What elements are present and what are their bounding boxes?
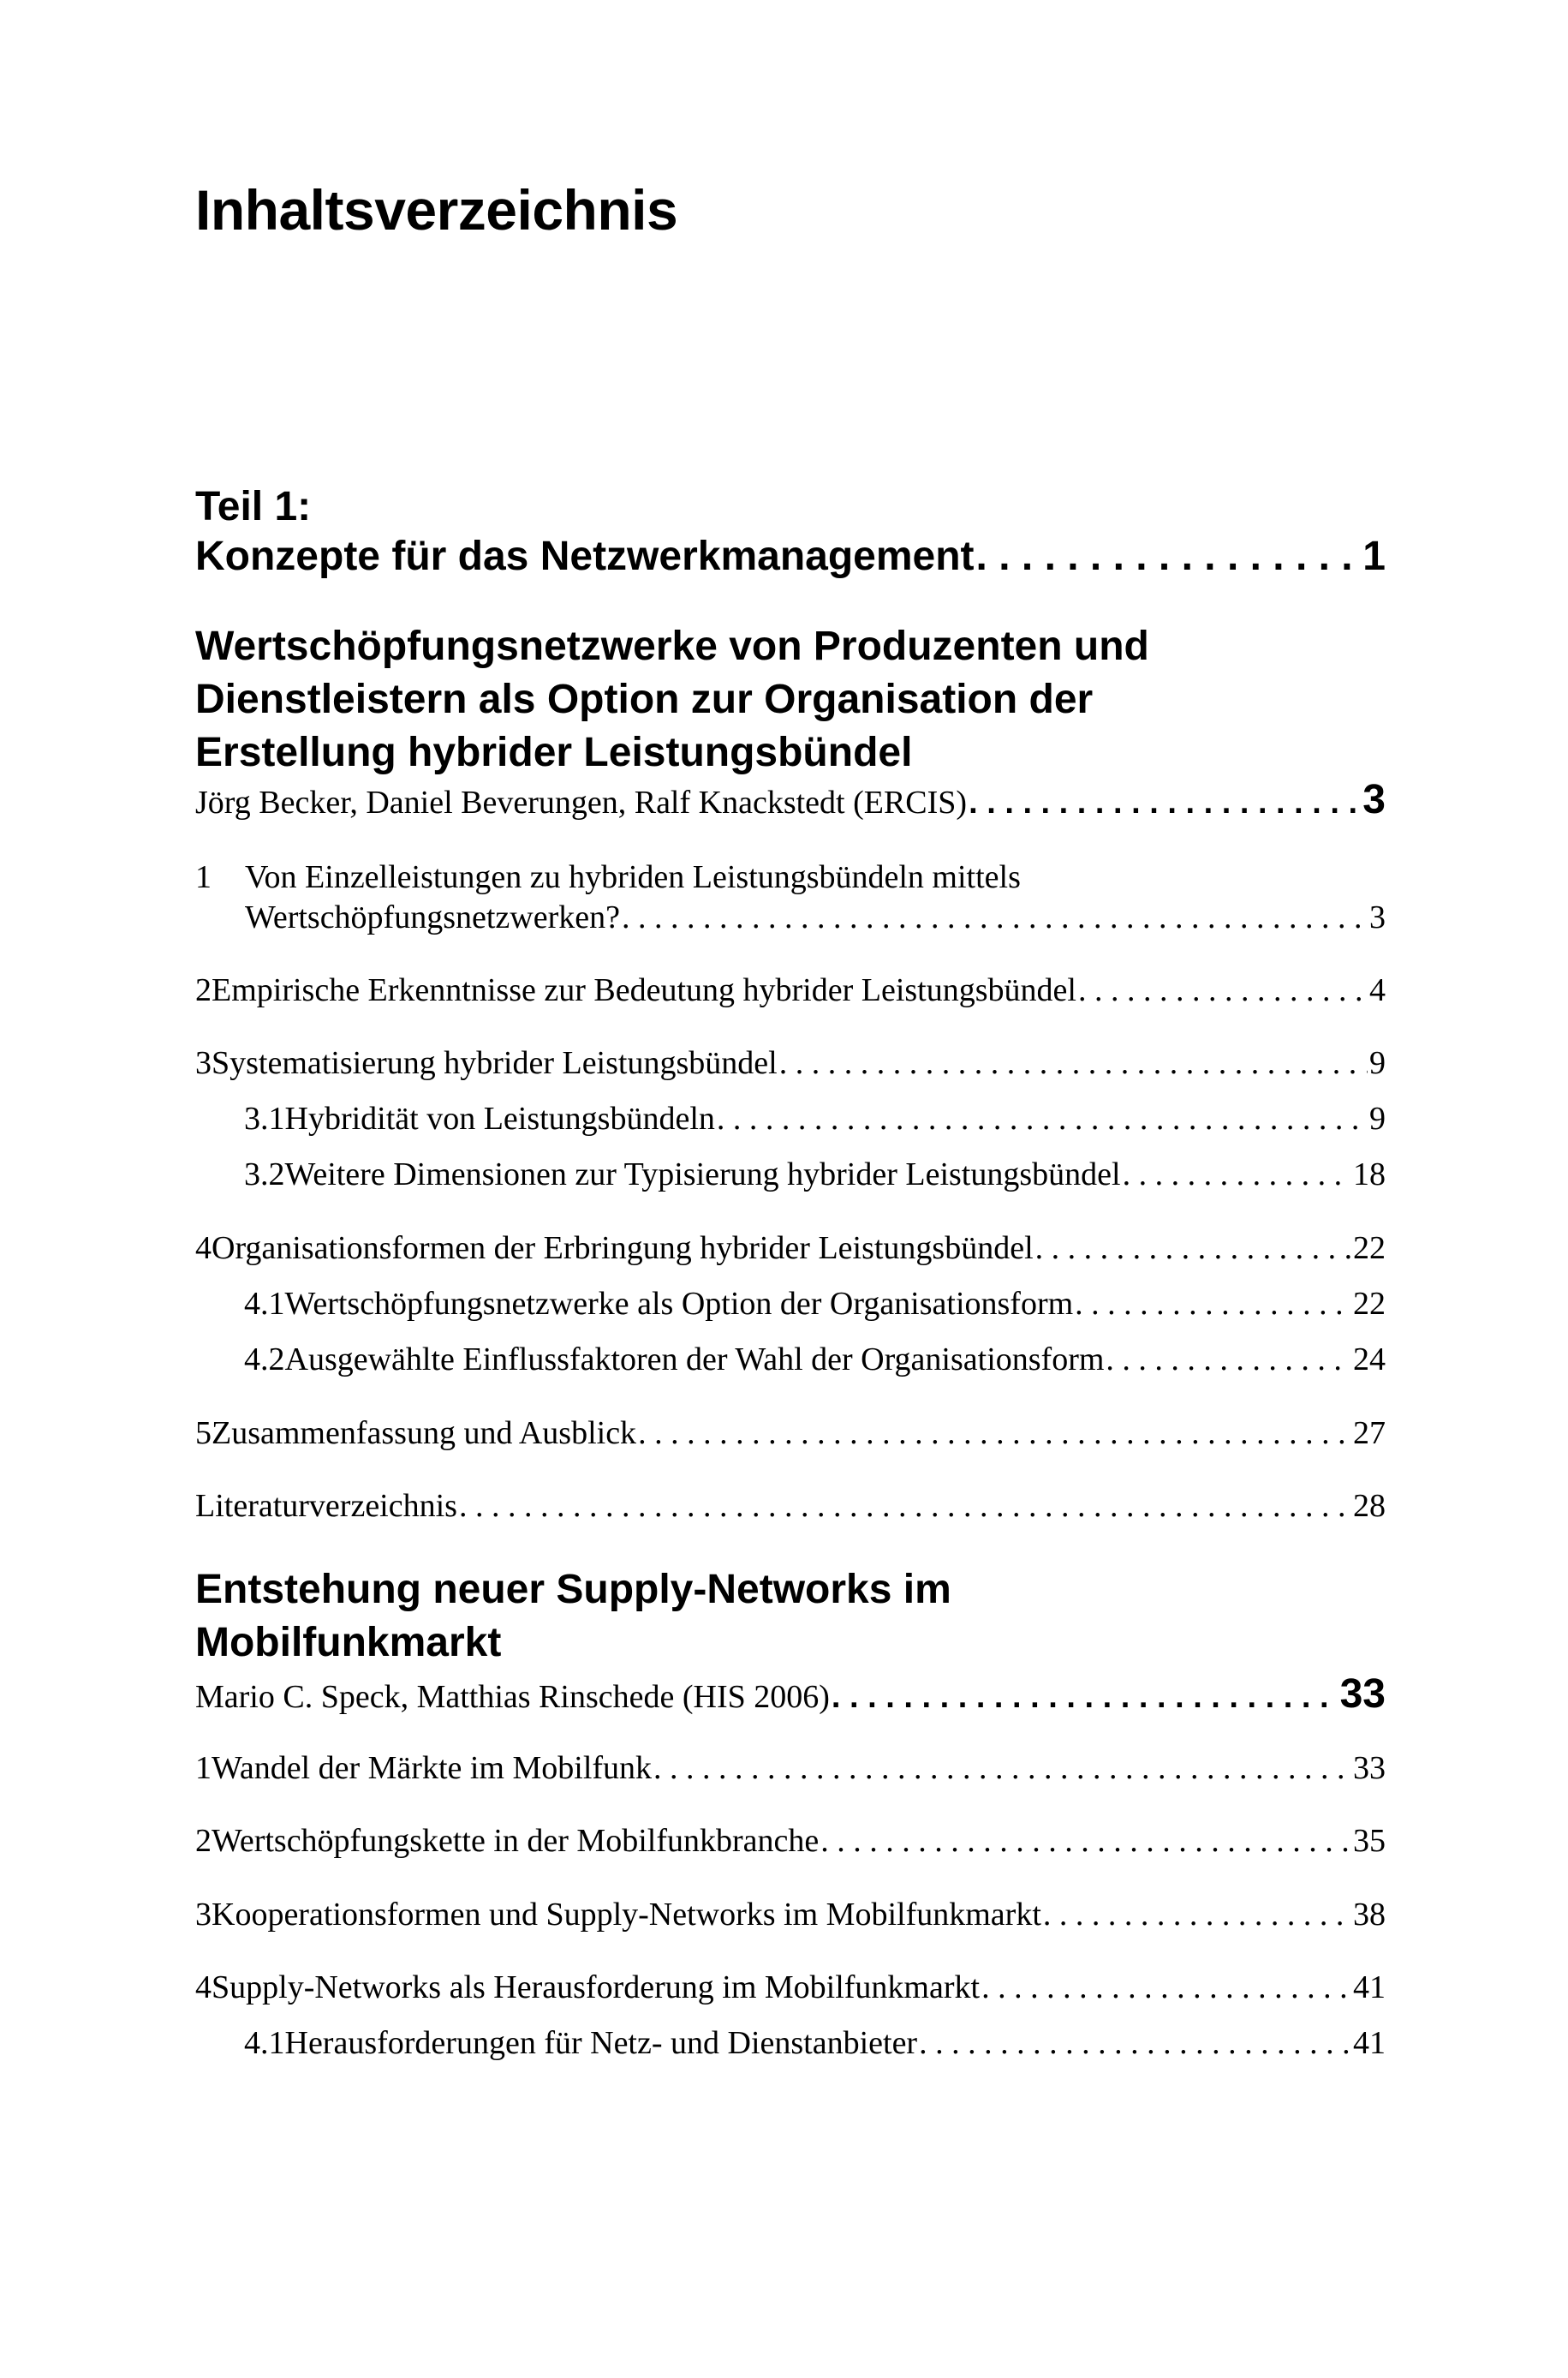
toc-entry[interactable]	[195, 1228, 1386, 1268]
entry-number: 5	[195, 1415, 212, 1451]
toc-entry[interactable]	[244, 1099, 1386, 1138]
entry-number: 4.1	[244, 2025, 285, 2061]
page-number: 9	[1369, 1045, 1386, 1081]
leader-dots	[622, 898, 1368, 937]
toc-entry[interactable]	[195, 1413, 1386, 1453]
page-number: 35	[1353, 1823, 1386, 1859]
leader-dots	[717, 1099, 1368, 1138]
entry-label: Weitere Dimensionen zur Typisierung hybrider Leistungsbündel	[284, 1156, 1121, 1192]
entry-label: Wertschöpfungskette in der Mobilfunkbranche	[212, 1823, 820, 1859]
entry-label: Empirische Erkenntnisse zur Bedeutung hybrider Leistungsbündel	[212, 972, 1076, 1008]
page-number: 3	[1362, 777, 1386, 822]
toc-entry[interactable]	[195, 1043, 1386, 1083]
entry-number: 4.1	[244, 1286, 285, 1322]
leader-dots	[1123, 1155, 1351, 1194]
leader-dots	[1043, 1895, 1351, 1934]
article-title-line: Erstellung hybrider Leistungsbündel	[195, 730, 913, 775]
article-title-line: Wertschöpfungsnetzwerke von Produzenten und	[195, 624, 1149, 669]
toc-entry[interactable]	[244, 2023, 1386, 2063]
leader-dots	[1078, 971, 1368, 1010]
page-number: 41	[1353, 1969, 1386, 2005]
entry-label: Wertschöpfungsnetzwerke als Option der Organisationsform	[284, 1286, 1074, 1322]
leader-dots	[1106, 1340, 1351, 1379]
page-number: 9	[1369, 1101, 1386, 1137]
toc-entry[interactable]	[244, 1284, 1386, 1323]
entry-number: 1	[195, 1750, 212, 1786]
entry-number: 1	[195, 859, 212, 895]
toc-article-authors[interactable]	[195, 777, 1386, 822]
leader-dots	[638, 1413, 1351, 1453]
toc-entry[interactable]	[195, 1486, 1386, 1526]
page-number: 28	[1353, 1488, 1386, 1524]
entry-label: Ausgewählte Einflussfaktoren der Wahl der Organisationsform	[284, 1341, 1105, 1377]
page-number: 18	[1353, 1156, 1386, 1192]
leader-dots	[919, 2023, 1351, 2063]
leader-dots	[1075, 1284, 1351, 1323]
article-authors: Mario C. Speck, Matthias Rinschede (HIS 2006)	[195, 1679, 830, 1715]
article-title-line: Entstehung neuer Supply-Networks im	[195, 1567, 951, 1612]
entry-label: Kooperationsformen und Supply-Networks im Mobilfunkmarkt	[212, 1897, 1041, 1933]
page-number: 22	[1353, 1286, 1386, 1322]
toc-entry[interactable]	[195, 1895, 1386, 1934]
entry-label: Wandel der Märkte im Mobilfunk	[212, 1750, 653, 1786]
toc-entry[interactable]	[195, 1968, 1386, 2007]
entry-label: Systematisierung hybrider Leistungsbündel	[212, 1045, 778, 1081]
toc-article-authors[interactable]	[195, 1671, 1386, 1717]
leader-dots	[832, 1677, 1338, 1717]
page-title: Inhaltsverzeichnis	[195, 178, 678, 242]
toc-entry[interactable]	[195, 1748, 1386, 1788]
toc-entry[interactable]	[245, 898, 1386, 937]
page-number: 41	[1353, 2025, 1386, 2061]
article-title-line: Dienstleistern als Option zur Organisation der	[195, 677, 1094, 722]
toc-entry[interactable]	[244, 1155, 1386, 1194]
entry-label: Zusammenfassung und Ausblick	[212, 1415, 637, 1451]
entry-number: 3	[195, 1897, 212, 1933]
leader-dots	[981, 1968, 1351, 2007]
page-number: 1	[1362, 534, 1386, 579]
entry-number: 4	[195, 1230, 212, 1266]
entry-number: 3	[195, 1045, 212, 1081]
page-number: 22	[1353, 1230, 1386, 1266]
page-number: 33	[1339, 1671, 1386, 1717]
entry-label: Hybridität von Leistungsbündeln	[284, 1101, 715, 1137]
page-number: 27	[1353, 1415, 1386, 1451]
entry-label: Supply-Networks als Herausforderung im Mobilfunkmarkt	[212, 1969, 981, 2005]
article-authors: Jörg Becker, Daniel Beverungen, Ralf Knackstedt (ERCIS)	[195, 785, 968, 821]
toc-entry[interactable]	[195, 1821, 1386, 1861]
entry-label: Herausforderungen für Netz- und Dienstanbieter	[284, 2025, 918, 2061]
leader-dots	[969, 783, 1361, 822]
leader-dots	[779, 1043, 1368, 1083]
page-number: 38	[1353, 1897, 1386, 1933]
entry-label: Organisationsformen der Erbringung hybrider Leistungsbündel	[212, 1230, 1034, 1266]
page-number: 33	[1353, 1750, 1386, 1786]
entry-number: 2	[195, 972, 212, 1008]
toc-entry[interactable]	[195, 971, 1386, 1010]
entry-number: 3.2	[244, 1156, 285, 1192]
leader-dots	[820, 1821, 1351, 1861]
entry-number: 2	[195, 1823, 212, 1859]
toc-entry[interactable]	[244, 1340, 1386, 1379]
leader-dots	[459, 1486, 1351, 1526]
toc-entry-first-line	[195, 857, 1386, 897]
page-number: 4	[1369, 972, 1386, 1008]
page-number: 24	[1353, 1341, 1386, 1377]
entry-number: 4.2	[244, 1341, 285, 1377]
entry-number: 4	[195, 1969, 212, 2005]
entry-label: Wertschöpfungsnetzwerken?	[245, 899, 620, 935]
entry-number: 3.1	[244, 1101, 285, 1137]
page-number: 3	[1369, 899, 1386, 935]
entry-label-line1: Von Einzelleistungen zu hybriden Leistungsbündeln mittels	[245, 859, 1021, 895]
leader-dots	[653, 1748, 1351, 1788]
part-title: Konzepte für das Netzwerkmanagement	[195, 534, 975, 579]
toc-part-entry[interactable]	[195, 532, 1386, 582]
entry-label: Literaturverzeichnis	[195, 1488, 457, 1524]
leader-dots	[976, 532, 1362, 582]
leader-dots	[1035, 1228, 1351, 1268]
part-label: Teil 1:	[195, 484, 312, 529]
article-title-line: Mobilfunkmarkt	[195, 1620, 502, 1665]
